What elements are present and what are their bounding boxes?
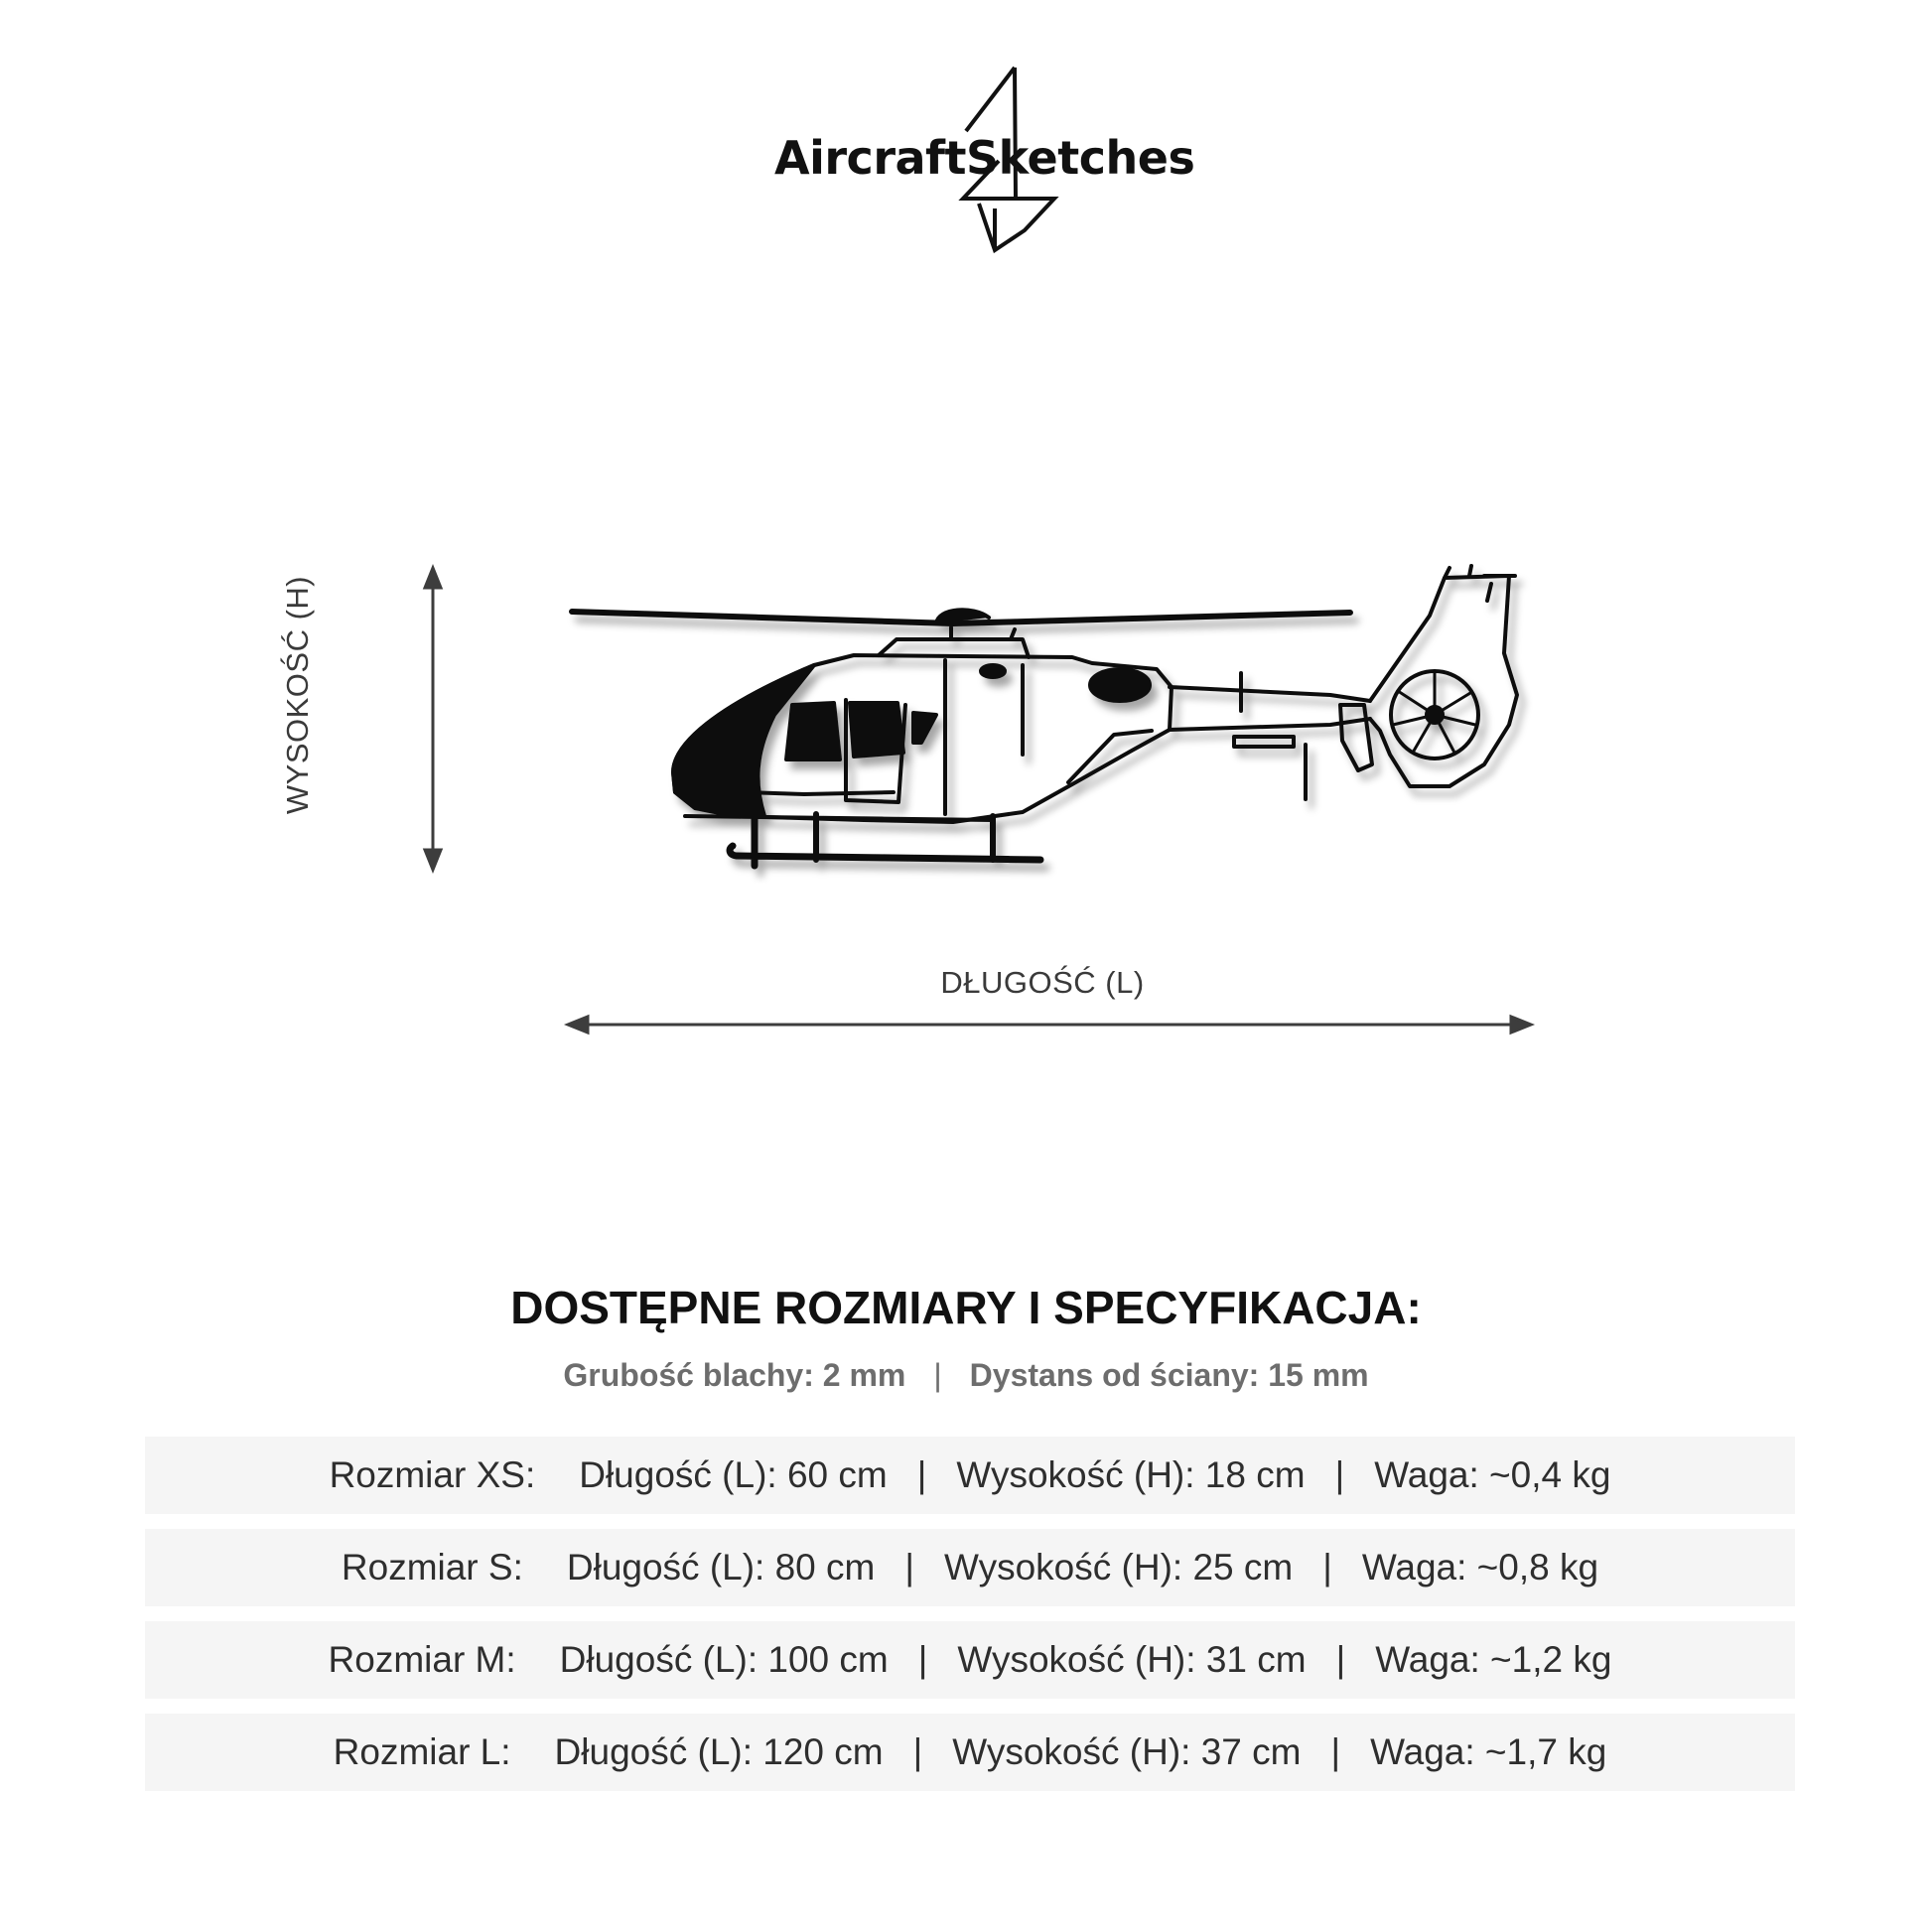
size-weight: Waga: ~1,7 kg: [1370, 1731, 1607, 1772]
size-height: Wysokość (H): 37 cm: [952, 1731, 1302, 1772]
size-name: Rozmiar M:: [328, 1639, 516, 1680]
size-height: Wysokość (H): 18 cm: [956, 1454, 1306, 1495]
separator: |: [1334, 1454, 1345, 1495]
separator: |: [1335, 1639, 1346, 1680]
size-row-m: [145, 1621, 1795, 1699]
size-height: Wysokość (H): 25 cm: [944, 1547, 1294, 1587]
size-row-xs: [145, 1437, 1795, 1514]
length-arrow-head-right: [1511, 1017, 1531, 1033]
size-length: Długość (L): 80 cm: [566, 1547, 876, 1587]
size-length: Długość (L): 100 cm: [559, 1639, 889, 1680]
size-name: Rozmiar S:: [341, 1547, 523, 1587]
length-label-wrap: [0, 965, 1932, 1001]
sizes-table: [145, 1437, 1795, 1806]
length-label: DŁUGOŚĆ (L): [940, 965, 1145, 1000]
size-length: Długość (L): 60 cm: [579, 1454, 888, 1495]
brand-name: AircraftSketches: [774, 131, 1195, 185]
length-arrow-head-left: [568, 1017, 588, 1033]
size-row-l: [145, 1714, 1795, 1791]
separator: |: [933, 1357, 942, 1393]
height-label: WYSOKOŚĆ (H): [280, 575, 315, 815]
separator: |: [904, 1547, 914, 1587]
size-height: Wysokość (H): 31 cm: [957, 1639, 1307, 1680]
size-length: Długość (L): 120 cm: [554, 1731, 884, 1772]
specs-subtitle: [0, 1357, 1932, 1394]
separator: |: [917, 1639, 928, 1680]
separator: |: [1322, 1547, 1332, 1587]
helicopter-sketch: [556, 556, 1549, 884]
size-weight: Waga: ~0,4 kg: [1374, 1454, 1611, 1495]
specs-title: DOSTĘPNE ROZMIARY I SPECYFIKACJA:: [510, 1282, 1422, 1333]
size-row-s: [145, 1529, 1795, 1606]
height-arrow-head-bottom: [425, 850, 441, 870]
wall-distance: Dystans od ściany: 15 mm: [969, 1357, 1369, 1393]
separator: |: [912, 1731, 923, 1772]
height-arrow-head-top: [425, 568, 441, 588]
size-weight: Waga: ~1,2 kg: [1375, 1639, 1612, 1680]
separator: |: [916, 1454, 927, 1495]
size-name: Rozmiar L:: [333, 1731, 511, 1772]
size-name: Rozmiar XS:: [329, 1454, 536, 1495]
sheet-thickness: Grubość blachy: 2 mm: [563, 1357, 906, 1393]
separator: |: [1330, 1731, 1341, 1772]
size-weight: Waga: ~0,8 kg: [1361, 1547, 1599, 1587]
